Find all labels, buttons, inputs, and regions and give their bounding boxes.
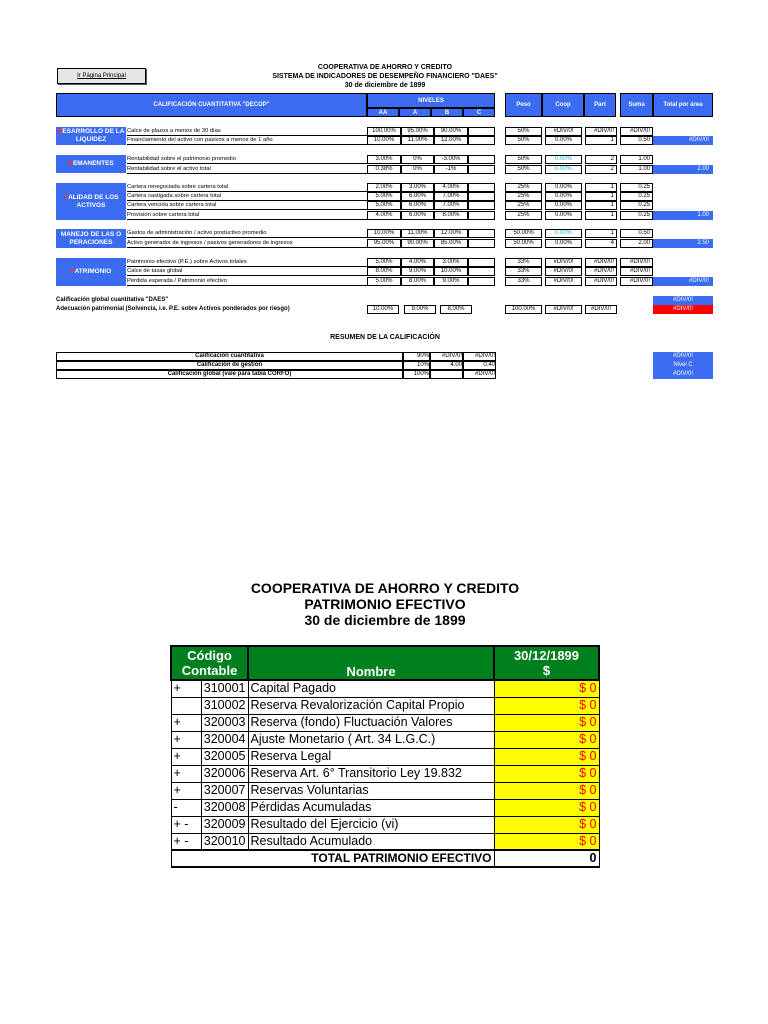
level-aa-value: 5.00% <box>367 201 401 210</box>
pe-name: Reservas Voluntarias <box>248 782 494 799</box>
pe-value: $ 0 <box>494 748 599 765</box>
pe-sign: + - <box>171 833 201 850</box>
area-remanentes-rest: EMANENTES <box>72 160 114 167</box>
adecuacion-a: 9.00% <box>404 305 436 314</box>
level-b-value: 7.00% <box>434 201 468 210</box>
peso-value: 50% <box>505 136 542 145</box>
level-a-value: 4.00% <box>401 258 434 267</box>
suma-value: 1.00 <box>620 165 653 174</box>
global-rating-label: Calificación global cuantitativa "DAES" <box>56 297 169 303</box>
pe-code: 320003 <box>201 714 248 731</box>
coop-value: 0.00% <box>545 211 582 220</box>
resumen-v1-gestion: 4.00 <box>430 361 463 370</box>
pe-name: Pérdidas Acumuladas <box>248 799 494 816</box>
level-a-value: 8.00% <box>401 277 434 286</box>
level-a-value: 6.00% <box>401 192 434 201</box>
report-title: COOPERATIVA DE AHORRO Y CREDITO <box>317 64 453 71</box>
pe-value: $ 0 <box>494 714 599 731</box>
level-aa-value: 5.00% <box>367 277 401 286</box>
coop-value: 0.00% <box>545 239 582 248</box>
pe-code: 310002 <box>201 697 248 714</box>
resumen-v1-global <box>430 370 463 379</box>
area-total-remanentes: 2.00 <box>653 165 713 174</box>
peso-value: 25% <box>505 211 542 220</box>
part-value: #DIV/0! <box>585 127 617 136</box>
level-a-value: 0% <box>401 165 434 174</box>
level-c-value <box>468 183 495 192</box>
indicator-label: Cartera castigada sobre cartera total <box>127 192 367 201</box>
pe-sign: + <box>171 714 201 731</box>
area-remanentes-first: R <box>68 160 73 167</box>
level-b-value: 7.00% <box>434 192 468 201</box>
pe-table-row <box>171 748 599 765</box>
pe-value: $ 0 <box>494 833 599 850</box>
indicator-label: Calce de tasas global <box>127 267 367 276</box>
part-value: 1 <box>585 183 617 192</box>
part-value: 1 <box>585 229 617 238</box>
level-c-header: C <box>463 108 495 117</box>
pe-table-row <box>171 833 599 850</box>
resumen-pct-global: 100% <box>403 370 430 379</box>
level-a-value: 6.00% <box>401 201 434 210</box>
level-aa-value: 10.00% <box>367 229 401 238</box>
area-operaciones-rest: O PERACIONES <box>69 230 122 246</box>
suma-value: #DIV/0! <box>620 258 653 267</box>
pe-value: $ 0 <box>494 816 599 833</box>
level-aa-value: 8.00% <box>367 267 401 276</box>
level-a-value: 0% <box>401 155 434 164</box>
pe-sign: - <box>171 799 201 816</box>
peso-value: 33% <box>505 258 542 267</box>
part-value: 4 <box>585 239 617 248</box>
part-value: 2 <box>585 155 617 164</box>
pe-sign: + <box>171 748 201 765</box>
pe-name: Resultado Acumulado <box>248 833 494 850</box>
report-date: 30 de diciembre de 1899 <box>344 82 426 89</box>
level-a-value: 6.00% <box>401 211 434 220</box>
level-a-value: 95.00% <box>401 127 434 136</box>
pe-code: 320010 <box>201 833 248 850</box>
pe-sign <box>171 697 201 714</box>
pe-table-row <box>171 697 599 714</box>
suma-value: 0.25 <box>620 201 653 210</box>
indicator-label: Activo generador de ingresos / pasivos generadores de ingresos <box>127 239 367 248</box>
level-b-value: 90.00% <box>434 127 468 136</box>
coop-value: #DIV/0! <box>545 277 582 286</box>
part-header: Part <box>584 93 616 117</box>
pe-value: $ 0 <box>494 765 599 782</box>
level-c-value <box>468 127 495 136</box>
level-a-value: 3.00% <box>401 183 434 192</box>
pe-table-row <box>171 680 599 697</box>
pe-table-row <box>171 714 599 731</box>
level-aa-value: 0.38% <box>367 165 401 174</box>
niveles-header: NIVELES <box>367 93 495 108</box>
pe-sign: + <box>171 680 201 697</box>
level-c-value <box>468 239 495 248</box>
pe-sign: + <box>171 782 201 799</box>
pe-table-row <box>171 765 599 782</box>
indicator-label: Cartera vencida sobre cartera total <box>127 201 367 210</box>
indicator-label: Patrimonio efectivo (P.E.) sobre Activos totales <box>127 258 367 267</box>
global-rating-value: #DIV/0! <box>653 296 713 305</box>
adecuacion-coop: #DIV/0! <box>545 305 582 314</box>
pe-code: 320009 <box>201 816 248 833</box>
suma-value: #DIV/0! <box>620 127 653 136</box>
level-c-value <box>468 192 495 201</box>
level-aa-header: AA <box>367 108 399 117</box>
adecuacion-value: #DIV/0! <box>653 305 713 314</box>
part-value: 1 <box>585 211 617 220</box>
pe-col-unit: $ <box>542 663 551 678</box>
pe-col-code: Código Contable <box>171 646 248 680</box>
level-a-value: 11.00% <box>401 229 434 238</box>
pe-value: $ 0 <box>494 782 599 799</box>
pe-value: $ 0 <box>494 697 599 714</box>
pe-value: $ 0 <box>494 680 599 697</box>
pe-name: Reserva (fondo) Fluctuación Valores <box>248 714 494 731</box>
suma-value: 0.25 <box>620 192 653 201</box>
adecuacion-b: 8.00% <box>440 305 472 314</box>
suma-value: 2.00 <box>620 239 653 248</box>
pe-name: Resultado del Ejercicio (vi) <box>248 816 494 833</box>
level-c-value <box>468 201 495 210</box>
suma-value: #DIV/0! <box>620 277 653 286</box>
report-subtitle: SISTEMA DE INDICADORES DE DESEMPEÑO FINANCIERO "DAES" <box>272 73 498 80</box>
level-b-value: -1% <box>434 165 468 174</box>
resumen-side-cuantitativa: #DIV/0! <box>653 352 713 361</box>
indicator-label: Pérdida esperada / Patrimonio efectivo <box>127 277 367 286</box>
level-a-value: 9.00% <box>401 267 434 276</box>
pe-table-row <box>171 816 599 833</box>
adecuacion-part: #DIV/0! <box>585 305 617 314</box>
peso-value: 33% <box>505 267 542 276</box>
pe-name: Ajuste Monetario ( Art. 34 L.G.C.) <box>248 731 494 748</box>
coop-value: 0.00% <box>545 201 582 210</box>
area-operaciones <box>56 229 126 248</box>
pe-name: Reserva Revalorización Capital Propio <box>248 697 494 714</box>
part-value: 1 <box>585 192 617 201</box>
pe-title-2: PATRIMONIO EFECTIVO <box>304 596 466 612</box>
area-liquidez-rest: ESARROLLO DE LA LIQUIDEZ <box>62 128 125 143</box>
peso-value: 33% <box>505 277 542 286</box>
coop-value: 0.00% <box>545 183 582 192</box>
total-area-header: Total por área <box>653 93 713 117</box>
pe-sign: + <box>171 731 201 748</box>
level-b-value: 4.00% <box>434 183 468 192</box>
coop-header: Coop <box>542 93 584 117</box>
pe-table-row <box>171 799 599 816</box>
resumen-pct-cuantitativa: 90% <box>403 352 430 361</box>
area-total-operaciones: 2.50 <box>653 239 713 248</box>
pe-title-3: 30 de diciembre de 1899 <box>304 612 466 628</box>
indicator-label: Calce de plazos a menos de 30 días <box>127 127 367 136</box>
level-c-value <box>468 165 495 174</box>
area-calidad-activos <box>56 183 126 220</box>
pe-value: $ 0 <box>494 799 599 816</box>
suma-value: #DIV/0! <box>620 267 653 276</box>
area-operaciones-first: MANEJO DE LAS <box>60 230 117 238</box>
pe-table-row <box>171 782 599 799</box>
suma-value: 0.25 <box>620 183 653 192</box>
coop-value: 0.00% <box>545 165 582 174</box>
pe-name: Reserva Art. 6° Transitorio Ley 19.832 <box>248 765 494 782</box>
pe-col-date: 30/12/1899 <box>513 648 580 663</box>
resumen-label-cuantitativa: Calificación cuantitativa <box>56 352 403 361</box>
suma-value: 0.50 <box>620 229 653 238</box>
suma-value: 0.50 <box>620 136 653 145</box>
adecuacion-peso: 100.00% <box>505 305 542 314</box>
area-remanentes <box>56 155 126 173</box>
decop-header: CALIFICACIÓN CUANTITATIVA "DECOP" <box>56 93 367 117</box>
resumen-v2-global: #DIV/0! <box>463 370 496 379</box>
suma-value: 1.00 <box>620 155 653 164</box>
level-b-value: 10.00% <box>434 267 468 276</box>
peso-value: 50% <box>505 127 542 136</box>
pe-code: 320005 <box>201 748 248 765</box>
part-value: 2 <box>585 165 617 174</box>
coop-value: 0.00% <box>545 136 582 145</box>
level-c-value <box>468 136 495 145</box>
resumen-v2-cuantitativa: #DIV/0! <box>463 352 496 361</box>
level-c-value <box>468 211 495 220</box>
resumen-label-global: Calificación global (vale para tabla CORFO) <box>56 370 403 379</box>
level-c-value <box>468 229 495 238</box>
level-aa-value: 5.00% <box>367 192 401 201</box>
indicator-label: Rentabilidad sobre el patrimonio promedio <box>127 155 367 164</box>
adecuacion-label: Adecuación patrimonial (Solvencia, i.e. P.E. sobre Activos ponderados por riesgo) <box>56 306 290 312</box>
peso-value: 50.00% <box>505 239 542 248</box>
level-b-value: 85.00% <box>434 239 468 248</box>
resumen-v2-gestion: 0.40 <box>463 361 496 370</box>
level-c-value <box>468 155 495 164</box>
peso-value: 25% <box>505 183 542 192</box>
resumen-title: RESUMEN DE LA CALIFICACIÓN <box>330 334 440 341</box>
part-value: #DIV/0! <box>585 267 617 276</box>
pe-code: 320004 <box>201 731 248 748</box>
part-value: #DIV/0! <box>585 258 617 267</box>
level-a-value: 11.00% <box>401 136 434 145</box>
level-aa-value: 10.00% <box>367 136 401 145</box>
area-liquidez-first: D <box>57 128 63 135</box>
level-aa-value: 5.00% <box>367 258 401 267</box>
indicator-label: Cartera renegociada sobre cartera total <box>127 183 367 192</box>
adecuacion-aa: 10.00% <box>367 305 399 314</box>
indicator-label: Rentabilidad sobre el activo total <box>127 165 367 174</box>
area-liquidez <box>56 127 126 145</box>
level-aa-value: 95.00% <box>367 239 401 248</box>
pe-code: 320008 <box>201 799 248 816</box>
part-value: 1 <box>585 136 617 145</box>
level-a-value: 90.00% <box>401 239 434 248</box>
area-patrimonio <box>56 258 126 286</box>
level-aa-value: 3.00% <box>367 155 401 164</box>
coop-value: #DIV/0! <box>545 267 582 276</box>
pe-code: 320007 <box>201 782 248 799</box>
part-value: 1 <box>585 201 617 210</box>
level-c-value <box>468 277 495 286</box>
pe-col-name: Nombre <box>248 646 494 680</box>
level-c-value <box>468 258 495 267</box>
level-b-value: 12.00% <box>434 229 468 238</box>
pe-sign: + - <box>171 816 201 833</box>
peso-value: 25% <box>505 192 542 201</box>
resumen-side-global: #DIV/0! <box>653 370 713 379</box>
area-total-patrimonio: #DIV/0! <box>653 277 713 286</box>
area-total-liquidez: #DIV/0! <box>653 136 713 145</box>
area-patrimonio-rest: ATRIMONIO <box>74 268 112 275</box>
area-total-calidad: 1.00 <box>653 211 713 220</box>
pe-code: 310001 <box>201 680 248 697</box>
peso-value: 50% <box>505 155 542 164</box>
level-c-value <box>468 267 495 276</box>
coop-value: 0.00% <box>545 155 582 164</box>
patrimonio-efectivo-table <box>170 645 600 868</box>
level-aa-value: 4.00% <box>367 211 401 220</box>
indicator-label: Gastos de administración / activo productivo promedio <box>127 229 367 238</box>
home-page-button[interactable]: Ir Página Principal <box>57 68 146 84</box>
pe-total-value: 0 <box>494 850 599 867</box>
level-b-value: 3.00% <box>434 258 468 267</box>
coop-value: #DIV/0! <box>545 127 582 136</box>
indicator-label: Provisión sobre cartera total <box>127 211 367 220</box>
area-calidad-first: C <box>63 193 69 201</box>
area-patrimonio-first: P <box>70 268 75 275</box>
pe-value: $ 0 <box>494 731 599 748</box>
pe-name: Reserva Legal <box>248 748 494 765</box>
coop-value: 0.00% <box>545 192 582 201</box>
part-value: #DIV/0! <box>585 277 617 286</box>
suma-header: Suma <box>620 93 653 117</box>
level-aa-value: 100.00% <box>367 127 401 136</box>
pe-name: Capital Pagado <box>248 680 494 697</box>
peso-header: Peso <box>505 93 542 117</box>
pe-sign: + <box>171 765 201 782</box>
pe-table-row <box>171 731 599 748</box>
level-b-value: 9.00% <box>434 277 468 286</box>
area-calidad-rest: ALIDAD DE LOS ACTIVOS <box>68 193 119 209</box>
resumen-label-gestion: Calificación de gestión <box>56 361 403 370</box>
level-aa-value: 2.00% <box>367 183 401 192</box>
indicator-label: Financiamiento del activo con pasivos a menos de 1 año <box>127 136 367 145</box>
level-b-header: B <box>431 108 463 117</box>
level-b-value: 8.00% <box>434 211 468 220</box>
pe-col-date-header <box>494 646 599 680</box>
level-a-header: A <box>399 108 431 117</box>
resumen-v1-cuantitativa: #DIV/0! <box>430 352 463 361</box>
peso-value: 50.00% <box>505 229 542 238</box>
peso-value: 25% <box>505 201 542 210</box>
peso-value: 50% <box>505 165 542 174</box>
resumen-pct-gestion: 10% <box>403 361 430 370</box>
pe-code: 320006 <box>201 765 248 782</box>
suma-value: 0.25 <box>620 211 653 220</box>
pe-total-label: TOTAL PATRIMONIO EFECTIVO <box>171 850 494 867</box>
resumen-side-gestion: Nivel C <box>653 361 713 370</box>
level-b-value: 12.00% <box>434 136 468 145</box>
level-b-value: -3.00% <box>434 155 468 164</box>
pe-title-1: COOPERATIVA DE AHORRO Y CREDITO <box>250 580 520 596</box>
coop-value: #DIV/0! <box>545 258 582 267</box>
coop-value: 0.00% <box>545 229 582 238</box>
